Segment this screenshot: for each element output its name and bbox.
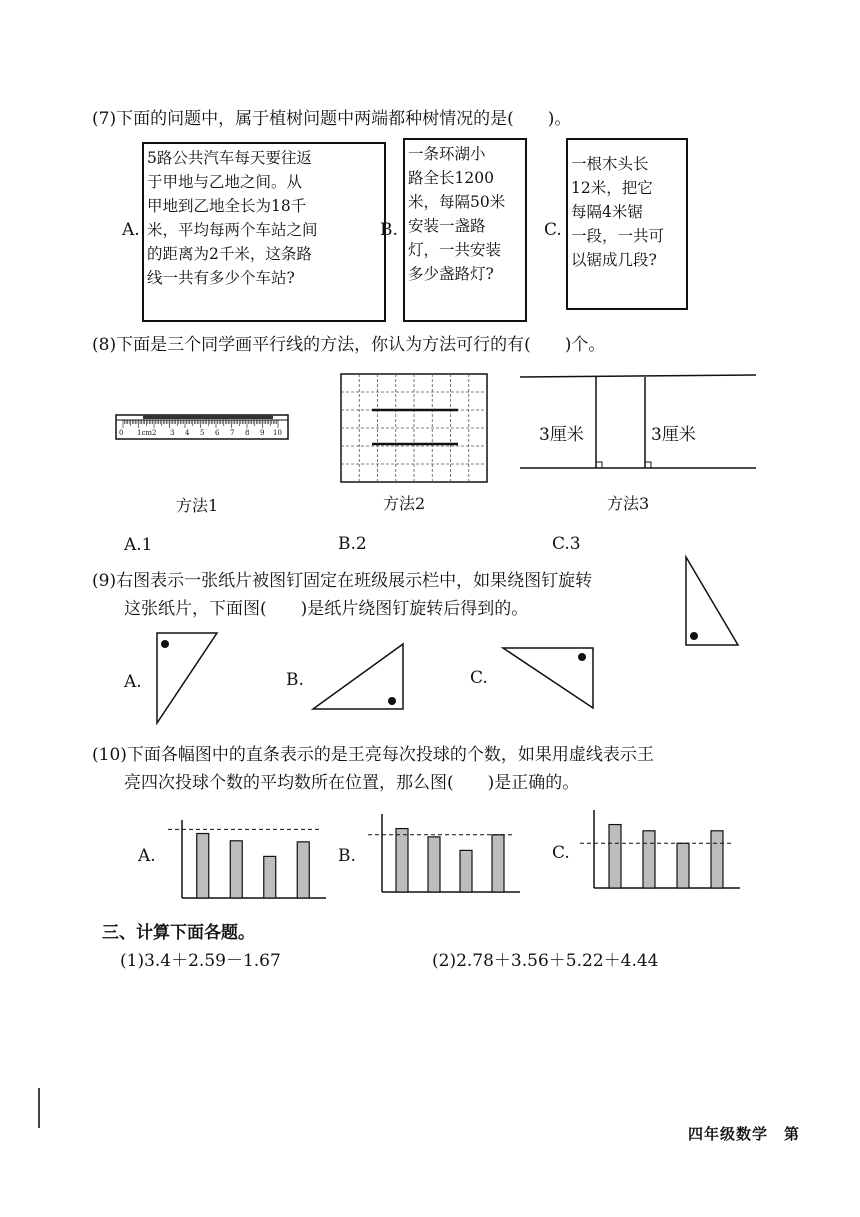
ruler-labels (115, 429, 290, 441)
q7-option-a-letter: A. (122, 220, 140, 240)
q7-option-b-letter: B. (380, 220, 398, 240)
q9-option-c: C. (470, 668, 488, 688)
q7-c-line: 以锯成几段? (571, 251, 657, 269)
chart-bar (230, 841, 242, 898)
q7-a-line: 米，平均每两个车站之间 (147, 221, 318, 239)
ruler-label: 10 (273, 429, 282, 437)
q10-chart-a (168, 818, 326, 900)
q7-a-line: 于甲地与乙地之间。从 (147, 173, 303, 191)
q10-stem-line2: 亮四次投球个数的平均数所在位置，那么图( )是正确的。 (124, 773, 580, 793)
chart-bar (609, 825, 621, 888)
pin-dot (690, 632, 698, 640)
q7-option-c-letter: C. (544, 220, 562, 240)
q7-b-line: 米，每隔50米 (408, 193, 506, 211)
pin-dot (578, 653, 586, 661)
q7-a-line: 5路公共汽车每天要往返 (147, 149, 312, 167)
q10-option-a: A. (138, 846, 156, 866)
ruler-label: 8 (245, 429, 250, 437)
q7-c-line: 12米，把它 (571, 179, 653, 197)
q7-a-line: 甲地到乙地全长为18千 (147, 197, 307, 215)
chart-bar (264, 856, 276, 898)
q8-option-b: B.2 (338, 534, 367, 554)
ruler-label: 0 (119, 429, 124, 437)
q7-a-line: 线一共有多少个车站? (147, 269, 295, 287)
q9-triangle-a (154, 630, 220, 726)
right-angle-mark (645, 462, 651, 468)
chart-bar (428, 837, 440, 892)
method3-label-right: 3厘米 (651, 425, 696, 445)
section3-title: 三、计算下面各题。 (102, 923, 255, 943)
q7-b-line: 一条环湖小 (408, 145, 486, 163)
pin-dot (388, 697, 396, 705)
q7-b-line: 安装一盏路 (408, 217, 486, 235)
q7-b-line: 多少盏路灯? (408, 265, 494, 283)
chart-bar (711, 831, 723, 888)
q9-triangle-b (310, 642, 406, 712)
q10-chart-b (368, 812, 520, 894)
chart-bar (677, 843, 689, 888)
ruler-label: 4 (185, 429, 190, 437)
ruler-label: 3 (170, 429, 175, 437)
chart-bar (197, 834, 209, 898)
q7-option-a-box (142, 142, 386, 322)
reference-triangle (682, 555, 742, 650)
q10-option-b: B. (338, 846, 356, 866)
q7-c-line: 一段，一共可 (571, 227, 665, 245)
q9-stem-line1: (9)右图表示一张纸片被图钉固定在班级展示栏中，如果绕图钉旋转 (92, 571, 593, 591)
ruler-label: 9 (260, 429, 265, 437)
q7-option-b-box (403, 138, 527, 322)
pin-dot (161, 640, 169, 648)
scan-margin-mark (38, 1088, 40, 1128)
q9-option-b: B. (286, 670, 304, 690)
q7-c-line: 一根木头长 (571, 155, 649, 173)
right-angle-mark (596, 462, 602, 468)
q10-option-c: C. (552, 843, 570, 863)
chart-bar (492, 835, 504, 892)
ruler-label: 6 (215, 429, 220, 437)
q10-stem-line1: (10)下面各幅图中的直条表示的是王亮每次投球的个数，如果用虚线表示王 (92, 745, 654, 765)
caption-method3: 方法3 (607, 494, 650, 513)
method2-grid-figure (340, 373, 488, 483)
q8-option-a: A.1 (124, 535, 153, 555)
chart-bar (297, 842, 309, 898)
method3-label-left: 3厘米 (539, 425, 584, 445)
ruler-label: 1cm2 (137, 429, 157, 437)
line-top (520, 375, 756, 377)
calc-problem-2: (2)2.78＋3.56＋5.22＋4.44 (432, 951, 659, 971)
chart-bar (396, 829, 408, 892)
q10-chart-c (580, 808, 740, 890)
ruler-top-bar (143, 415, 273, 419)
q7-stem: (7)下面的问题中，属于植树问题中两端都种树情况的是( )。 (92, 109, 572, 129)
q7-b-line: 路全长1200 (408, 169, 494, 187)
q7-c-line: 每隔4米锯 (571, 203, 643, 221)
q8-option-c: C.3 (552, 534, 581, 554)
q9-triangle-c (500, 645, 596, 711)
footer-label: 四年级数学 第 (688, 1125, 801, 1143)
q9-stem-line2: 这张纸片，下面图( )是纸片绕图钉旋转后得到的。 (124, 599, 529, 619)
caption-method1: 方法1 (176, 496, 219, 515)
calc-problem-1: (1)3.4＋2.59－1.67 (120, 951, 281, 971)
q7-b-line: 灯，一共安装 (408, 241, 502, 259)
q7-a-line: 的距离为2千米，这条路 (147, 245, 312, 263)
q8-stem: (8)下面是三个同学画平行线的方法，你认为方法可行的有( )个。 (92, 335, 606, 355)
chart-bar (460, 850, 472, 892)
q9-option-a: A. (124, 672, 142, 692)
ruler-label: 5 (200, 429, 205, 437)
chart-bar (643, 831, 655, 888)
ruler-label: 7 (230, 429, 235, 437)
q7-option-c-box (566, 138, 688, 310)
caption-method2: 方法2 (383, 494, 426, 513)
